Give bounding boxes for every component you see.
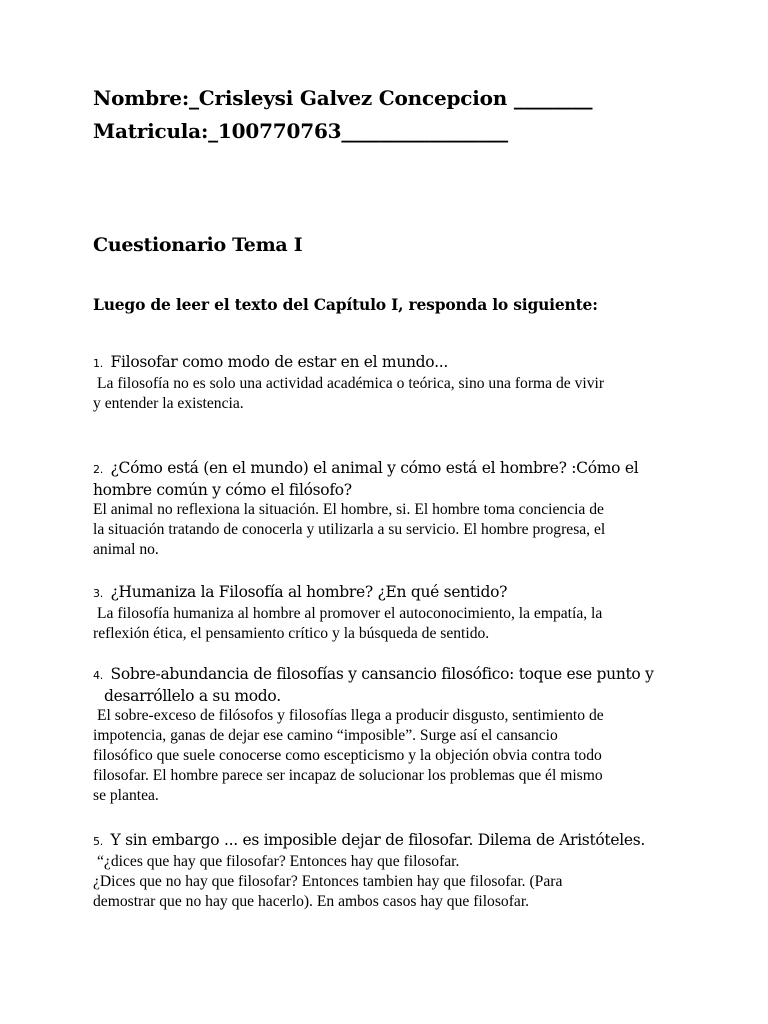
- answer-line: animal no.: [93, 541, 159, 558]
- answer-line: La filosofía humaniza al hombre al promover el autoconocimiento, la empatía, la: [97, 605, 603, 622]
- answer-text: [93, 500, 683, 560]
- question-item-3: [93, 582, 683, 644]
- question-line: Sobre-abundancia de filosofías y cansancio filosófico: toque ese punto y: [110, 665, 654, 683]
- answer-line: demostrar que no hay que hacerlo). En ambos casos hay que filosofar.: [93, 893, 530, 910]
- answer-line: El animal no reflexiona la situación. El hombre, si. El hombre toma conciencia de: [93, 501, 604, 518]
- question-line: ¿Cómo está (en el mundo) el animal y cómo está el hombre? :Cómo el: [110, 459, 639, 477]
- question-number: 5.: [93, 835, 103, 848]
- question-line: Filosofar como modo de estar en el mundo...: [110, 353, 448, 371]
- question-line: desarróllelo a su modo.: [104, 687, 281, 705]
- answer-line: La filosofía no es solo una actividad académica o teórica, sino una forma de vivir: [97, 375, 605, 392]
- question-text: [93, 458, 683, 500]
- answer-line: “¿dices que hay que filosofar? Entonces hay que filosofar.: [97, 853, 460, 870]
- answer-line: reflexión ética, el pensamiento crítico y la búsqueda de sentido.: [93, 625, 490, 642]
- question-line: ¿Humaniza la Filosofía al hombre? ¿En qué sentido?: [110, 583, 508, 601]
- answer-line: la situación tratando de conocerla y utilizarla a su servicio. El hombre progresa, el: [93, 521, 606, 538]
- answer-line: impotencia, ganas de dejar ese camino “imposible”. Surge así el cansancio: [93, 727, 558, 744]
- question-number: 2.: [93, 463, 103, 476]
- question-line: Y sin embargo ... es imposible dejar de filosofar. Dilema de Aristóteles.: [110, 831, 646, 849]
- answer-line: ¿Dices que no hay que filosofar? Entonces tambien hay que filosofar. (Para: [93, 873, 563, 890]
- question-number: 4.: [93, 669, 103, 682]
- question-number: 1.: [93, 357, 103, 370]
- question-item-1: [93, 352, 683, 414]
- question-number: 3.: [93, 587, 103, 600]
- question-item-5: [93, 830, 683, 912]
- instructions: Luego de leer el texto del Capítulo I, responda lo siguiente:: [93, 295, 598, 314]
- answer-line: y entender la existencia.: [93, 395, 244, 412]
- question-text: [93, 582, 683, 604]
- answer-line: filosofar. El hombre parece ser incapaz de solucionar los problemas que él mismo: [93, 767, 603, 784]
- answer-text: [93, 706, 683, 806]
- question-item-4: [93, 664, 683, 806]
- question-text: [93, 352, 683, 374]
- document-title: Cuestionario Tema I: [93, 234, 303, 256]
- answer-text: [93, 374, 683, 414]
- answer-line: El sobre-exceso de filósofos y filosofías llega a producir disgusto, sentimiento de: [97, 707, 604, 724]
- question-item-2: [93, 458, 683, 560]
- answer-line: se plantea.: [93, 787, 159, 804]
- question-text: [93, 830, 683, 852]
- answer-text: [93, 852, 683, 912]
- question-line: hombre común y cómo el filósofo?: [93, 481, 352, 499]
- question-text: [93, 664, 683, 706]
- answer-line: filosófico que suele conocerse como escepticismo y la objeción obvia contra todo: [93, 747, 602, 764]
- student-id-line: Matricula:_100770763_________________: [93, 119, 508, 143]
- answer-text: [93, 604, 683, 644]
- student-name-line: Nombre:_Crisleysi Galvez Concepcion ________: [93, 86, 593, 110]
